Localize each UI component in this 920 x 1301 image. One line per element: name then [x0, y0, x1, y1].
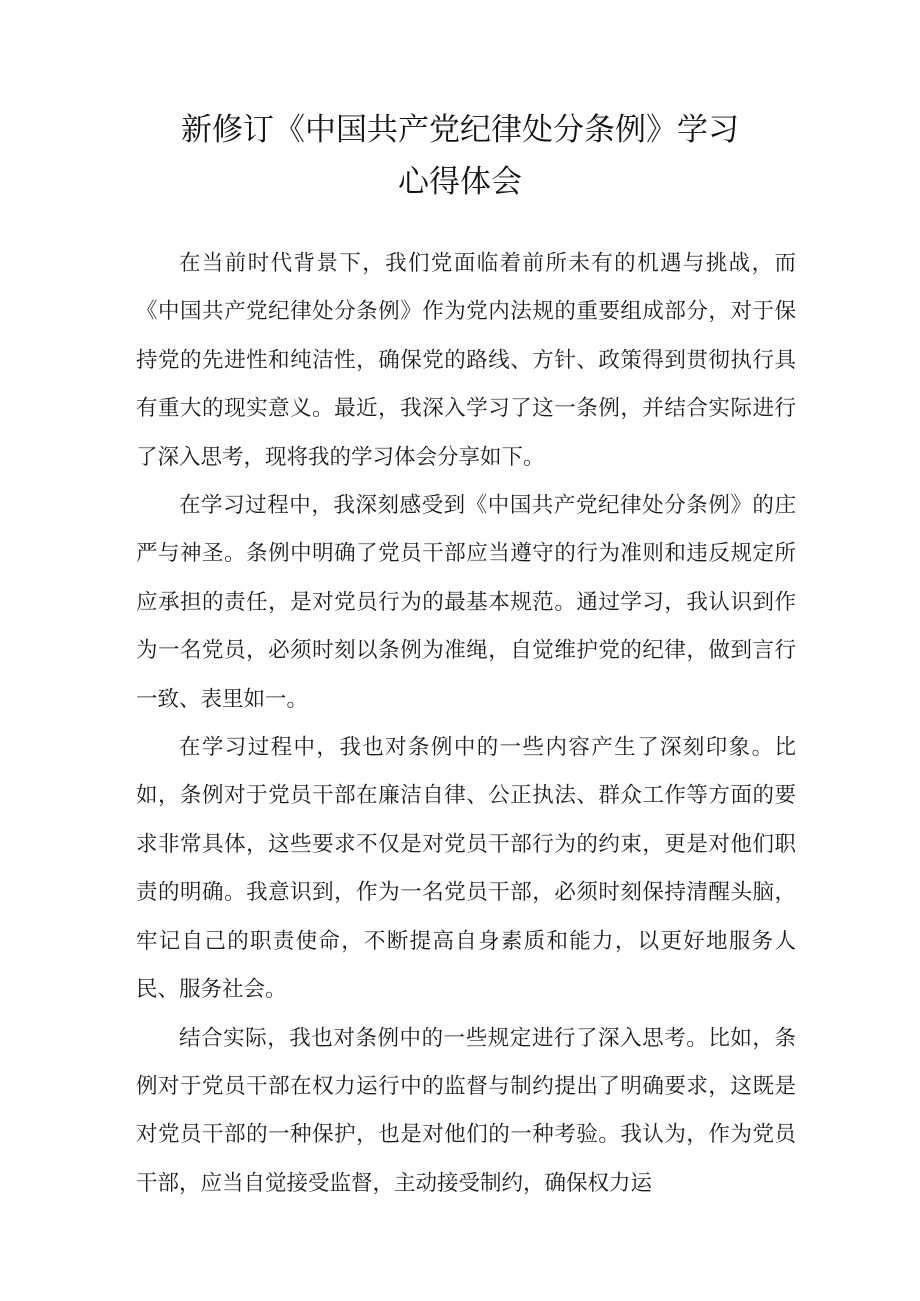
- paragraph-1: 在当前时代背景下，我们党面临着前所未有的机遇与挑战，而《中国共产党纪律处分条例》作为党内法规的重要组成部分，对于保持党的先进性和纯洁性，确保党的路线、方针、政策得到贯彻执行具有重大的现实意义。最近，我深入学习了这一条例，并结合实际进行了深入思考，现将我的学习体会分享如下。: [136, 251, 796, 470]
- title-line-1: 新修订《中国共产党纪律处分条例》学习: [181, 112, 739, 148]
- paragraph-3: 在学习过程中，我也对条例中的一些内容产生了深刻印象。比如，条例对于党员干部在廉洁自律、公正执法、群众工作等方面的要求非常具体，这些要求不仅是对党员干部行为的约束，更是对他们职责的明确。我意识到，作为一名党员干部，必须时刻保持清醒头脑，牢记自己的职责使命，不断提高自身素质和能力，以更好地服务人民、服务社会。: [136, 735, 796, 1003]
- paragraph-2: 在学习过程中，我深刻感受到《中国共产党纪律处分条例》的庄严与神圣。条例中明确了党员干部应当遵守的行为准则和违反规定所应承担的责任，是对党员行为的最基本规范。通过学习，我认识到作为一名党员，必须时刻以条例为准绳，自觉维护党的纪律，做到言行一致、表里如一。: [136, 493, 796, 712]
- title-line-2: 心得体会: [398, 164, 522, 200]
- document-title: [120, 104, 800, 208]
- paragraph-4: 结合实际，我也对条例中的一些规定进行了深入思考。比如，条例对于党员干部在权力运行中的监督与制约提出了明确要求，这既是对党员干部的一种保护，也是对他们的一种考验。我认为，作为党员干部，应当自觉接受监督，主动接受制约，确保权力运: [136, 1025, 796, 1196]
- document-body: [136, 240, 796, 1208]
